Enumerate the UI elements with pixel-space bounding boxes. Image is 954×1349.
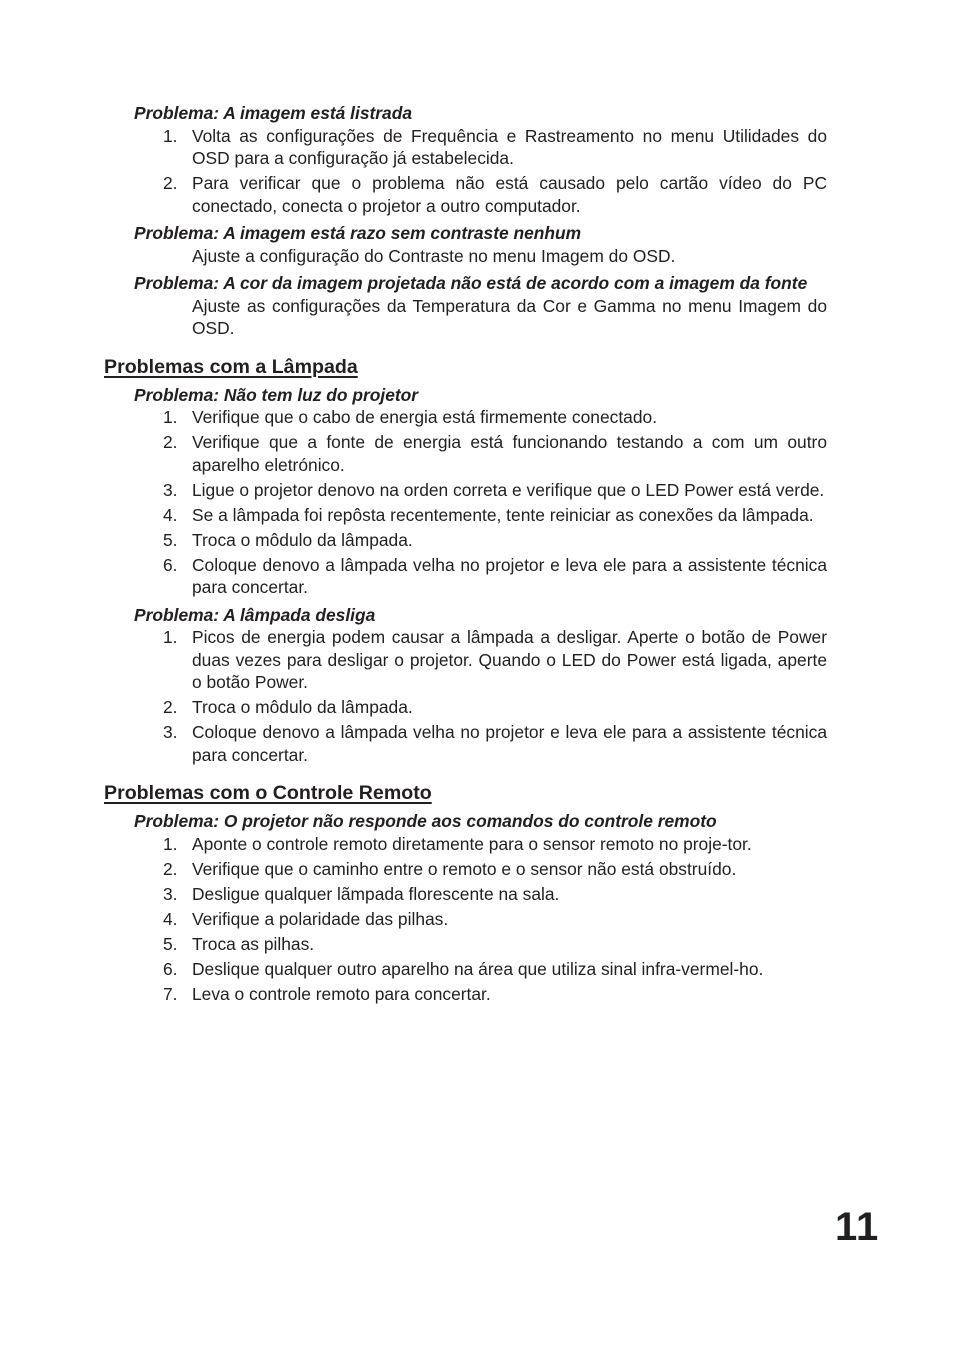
- list-item-text: Se a lâmpada foi repôsta recentemente, tente reiniciar as conexões da lâmpada.: [192, 504, 814, 525]
- list-item-number: 1.: [163, 125, 178, 146]
- list-item-number: 6.: [163, 554, 178, 575]
- list-item-text: Verifique que o cabo de energia está firmemente conectado.: [192, 407, 658, 427]
- list-item: [104, 172, 827, 217]
- list-item: [104, 504, 827, 527]
- list-item-text: Verifique a polaridade das pilhas.: [192, 908, 449, 929]
- section-heading: Problemas com o Controle Remoto: [104, 782, 432, 804]
- list-item-text: Aponte o controle remoto diretamente para o sensor remoto no proje-tor.: [192, 833, 752, 854]
- list-item-text: Troca o môdulo da lâmpada.: [192, 697, 413, 717]
- solution-text: Ajuste as configurações da Temperatura da Cor e Gamma no menu Imagem do OSD.: [192, 295, 827, 338]
- list-item-number: 1.: [163, 407, 178, 427]
- list-item-text: Coloque denovo a lâmpada velha no projetor e leva ele para a assistente técnica para concertar.: [192, 554, 827, 597]
- list-item: [104, 696, 827, 719]
- list-item-number: 5.: [163, 529, 178, 550]
- list-item-number: 2.: [163, 858, 178, 879]
- list-item-text: Picos de energia podem causar a lâmpada a desligar. Aperte o botão de Power duas vezes para desligar o projetor. Quando o LED do Power está ligada, aperte o botão Power.: [192, 627, 827, 692]
- list-item-text: Para verificar que o problema não está causado pelo cartão vídeo do PC conectado, conecta o projetor a outro computador.: [192, 173, 827, 216]
- section-heading: Problemas com a Lâmpada: [104, 355, 358, 378]
- list-item-text: Desligue qualquer lãmpada florescente na sala.: [192, 883, 560, 904]
- problem-heading: Problema: A imagem está razo sem contraste nenhum: [134, 223, 582, 243]
- list-item: [104, 529, 827, 552]
- list-item-number: 1.: [163, 833, 178, 854]
- list-item-text: Coloque denovo a lâmpada velha no projetor e leva ele para a assistente técnica para concertar.: [192, 722, 827, 765]
- list-item-text: Troca o môdulo da lâmpada.: [192, 529, 413, 550]
- list-item-number: 1.: [163, 627, 178, 647]
- list-item-number: 4.: [163, 908, 178, 929]
- list-item-text: Volta as configurações de Frequência e Rastreamento no menu Utilidades do OSD para a configuração já estabelecida.: [192, 125, 827, 168]
- list-item-number: 3.: [163, 722, 178, 742]
- list-item-text: Ligue o projetor denovo na orden correta e verifique que o LED Power está verde.: [192, 479, 825, 500]
- page-number: 11: [835, 1205, 880, 1249]
- problem-heading: Problema: Não tem luz do projetor: [134, 384, 419, 405]
- list-item-text: Verifique que a fonte de energia está funcionando testando a com um outro aparelho eletrónico.: [192, 432, 827, 475]
- solution-text: Ajuste a configuração do Contraste no menu Imagem do OSD.: [192, 245, 676, 266]
- list-item: [104, 406, 827, 429]
- list-item: [104, 721, 827, 766]
- list-item-text: Troca as pilhas.: [192, 933, 315, 954]
- document-body: [104, 97, 827, 1008]
- list-item-number: 2.: [163, 173, 178, 193]
- list-item-number: 5.: [163, 933, 178, 954]
- list-item-number: 3.: [163, 883, 178, 904]
- list-item: [104, 858, 827, 881]
- problem-heading: Problema: O projetor não responde aos comandos do controle remoto: [134, 811, 717, 831]
- problem-heading: Problema: A imagem está listrada: [134, 103, 413, 123]
- list-item: [104, 958, 827, 981]
- problem-heading: Problema: A cor da imagem projetada não está de acordo com a imagem da fonte: [134, 273, 808, 293]
- list-item: [104, 554, 827, 599]
- solution-list: [104, 125, 827, 218]
- list-item-number: 2.: [163, 432, 178, 452]
- solution-list: [104, 406, 827, 599]
- list-item-number: 4.: [163, 504, 178, 525]
- solution-list: [104, 626, 827, 766]
- solution-list: [104, 833, 827, 1006]
- list-item-text: Verifique que o caminho entre o remoto e o sensor não está obstruído.: [192, 858, 737, 879]
- list-item: [104, 125, 827, 170]
- list-item-number: 2.: [163, 697, 178, 717]
- list-item: [104, 833, 827, 856]
- list-item: [104, 908, 827, 931]
- list-item: [104, 479, 827, 502]
- list-item-number: 6.: [163, 958, 178, 979]
- list-item: [104, 983, 827, 1006]
- list-item-number: 3.: [163, 479, 178, 500]
- list-item: [104, 933, 827, 956]
- list-item-number: 7.: [163, 983, 178, 1004]
- list-item: [104, 626, 827, 694]
- list-item: [104, 431, 827, 476]
- list-item-text: Deslique qualquer outro aparelho na área que utiliza sinal infra-vermel-ho.: [192, 958, 764, 979]
- problem-heading: Problema: A lâmpada desliga: [134, 604, 376, 625]
- list-item-text: Leva o controle remoto para concertar.: [192, 983, 491, 1004]
- list-item: [104, 883, 827, 906]
